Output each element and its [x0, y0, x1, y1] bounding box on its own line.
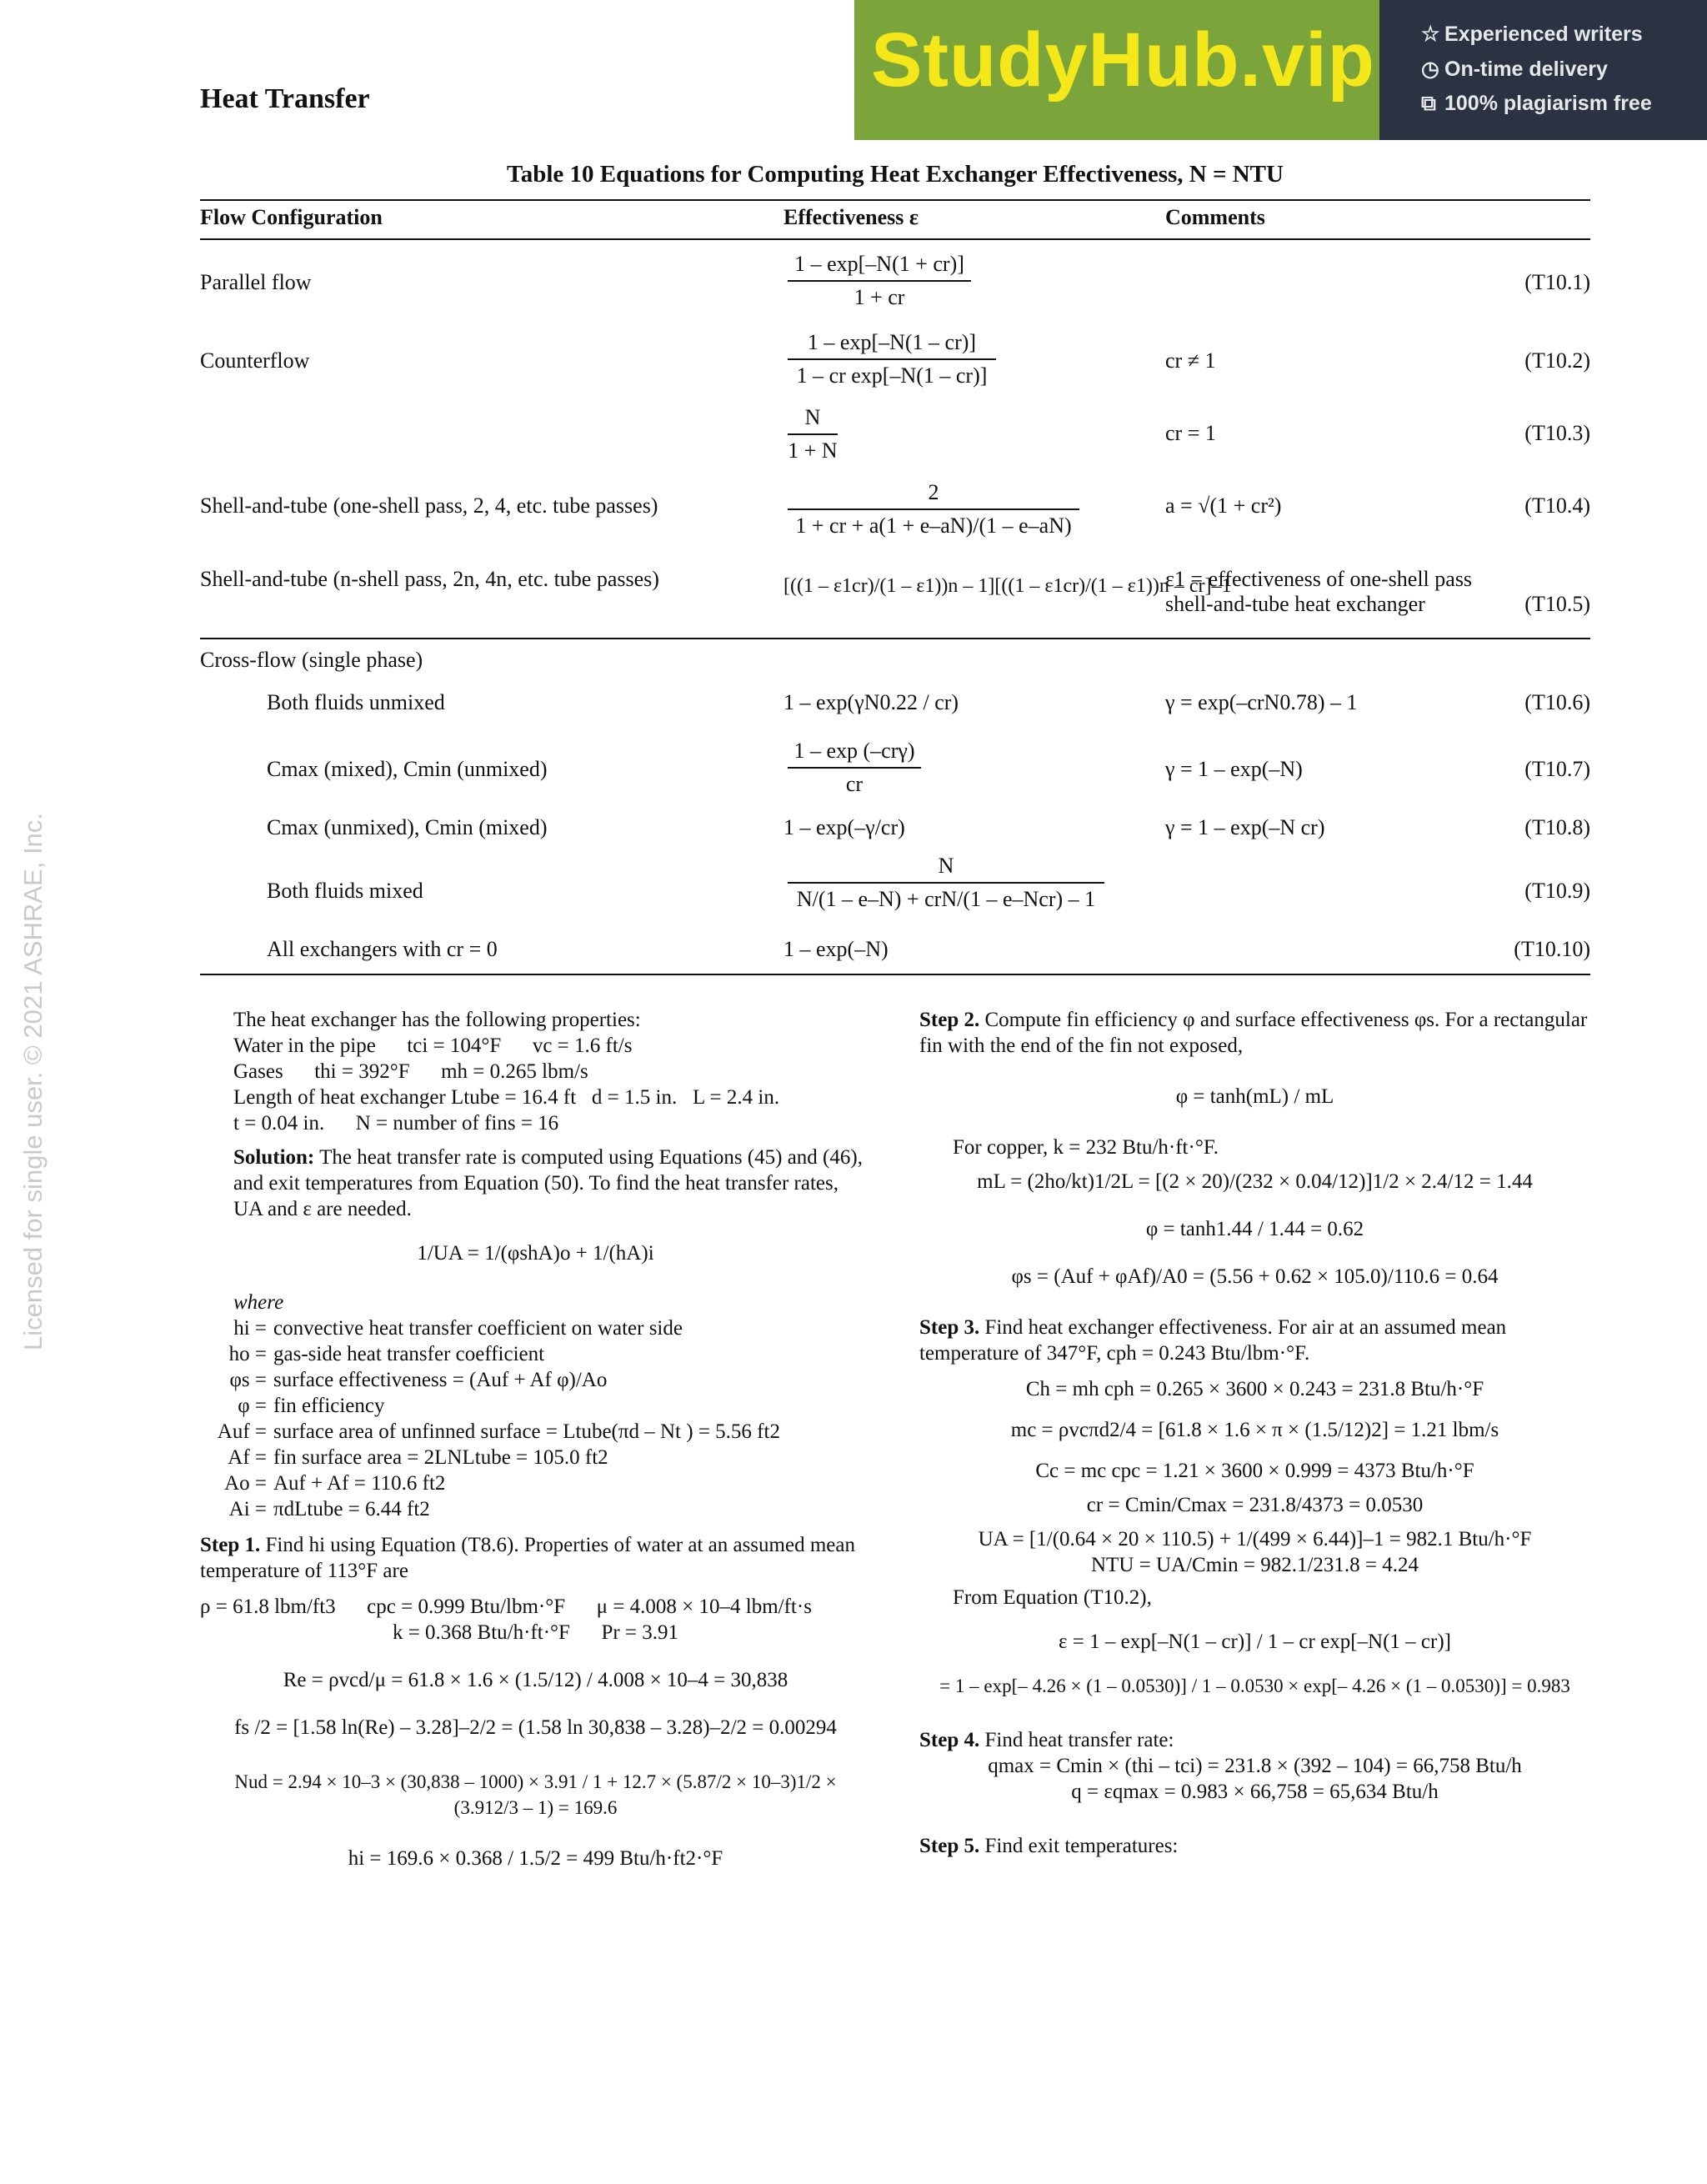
row-comment-continued: shell-and-tube heat exchanger: [1165, 592, 1425, 616]
definition-row: Af = fin surface area = 2LNLtube = 105.0 ft2: [228, 1446, 608, 1469]
table-top-rule: [200, 199, 1590, 201]
row-config: Parallel flow: [200, 270, 312, 294]
definition-row: Auf = surface area of unfinned surface = Ltube(πd – Nt ) = 5.56 ft2: [217, 1420, 780, 1443]
equation-number: (T10.5): [1524, 592, 1590, 616]
table-caption: Table 10 Equations for Computing Heat Exchanger Effectiveness, N = NTU: [507, 161, 1284, 188]
equation-number: (T10.1): [1524, 270, 1590, 294]
step3-equation: mc = ρvcπd2/4 = [61.8 × 1.6 × π × (1.5/12)2] = 1.21 lbm/s: [1010, 1419, 1499, 1441]
row-config: Cmax (unmixed), Cmin (mixed): [267, 815, 548, 839]
effectiveness-fraction: N 1 + N: [788, 405, 838, 463]
phi-value: φ = tanh1.44 / 1.44 = 0.62: [1145, 1218, 1364, 1240]
effectiveness-fraction: 1 – exp (–crγ) cr: [788, 739, 921, 797]
row-config-section: Cross-flow (single phase): [200, 648, 423, 672]
step4-paragraph: Step 4. Find heat transfer rate:: [919, 1729, 1174, 1751]
effectiveness-value: = 1 – exp[– 4.26 × (1 – 0.0530)] / 1 – 0.0530 × exp[– 4.26 × (1 – 0.0530)] = 0.983: [939, 1676, 1570, 1696]
effectiveness-fraction: 1 – exp[–N(1 – cr)] 1 – cr exp[–N(1 – cr)]: [788, 330, 996, 388]
right-column: [919, 1007, 1590, 1859]
ad-banner[interactable]: [854, 0, 1707, 140]
effectiveness-expression: 1 – exp(–γ/cr): [783, 815, 905, 839]
row-config: Cmax (mixed), Cmin (unmixed): [267, 757, 548, 781]
definition-row: ho = gas-side heat transfer coefficient: [228, 1343, 545, 1365]
equation-number: (T10.2): [1524, 348, 1590, 373]
definition-row: hi = convective heat transfer coefficient on water side: [233, 1317, 683, 1340]
water-properties: ρ = 61.8 lbm/ft3 cpc = 0.999 Btu/lbm·°F μ = 4.008 × 10–4 lbm/ft·s: [200, 1595, 812, 1618]
property-line: t = 0.04 in. N = number of fins = 16: [233, 1112, 559, 1135]
step1-paragraph: Step 1. Find hi using Equation (T8.6). Properties of water at an assumed mean temperature of 113°F are: [200, 1534, 855, 1582]
hi-equation: hi = 169.6 × 0.368 / 1.5/2 = 499 Btu/h·ft2·°F: [348, 1847, 723, 1870]
star-icon: ☆: [1421, 23, 1440, 46]
copy-icon: ⧉: [1421, 92, 1436, 115]
row-comment: a = √(1 + cr²): [1165, 493, 1282, 518]
equation-number: (T10.7): [1524, 757, 1590, 781]
row-config: Both fluids mixed: [267, 879, 423, 903]
q-equation: q = εqmax = 0.983 × 66,758 = 65,634 Btu/h: [1071, 1781, 1439, 1803]
row-comment: γ = exp(–crN0.78) – 1: [1165, 690, 1358, 714]
row-comment: γ = 1 – exp(–N cr): [1165, 815, 1325, 839]
friction-equation: fs /2 = [1.58 ln(Re) – 3.28]–2/2 = (1.58 ln 30,838 – 3.28)–2/2 = 0.00294: [234, 1716, 837, 1739]
col-header-config: Flow Configuration: [200, 205, 383, 229]
phi-definition: φ = tanh(mL) / mL: [1175, 1085, 1334, 1108]
property-line: Water in the pipe tci = 104°F vc = 1.6 ft/s: [233, 1034, 633, 1057]
definition-row: Ai = πdLtube = 6.44 ft2: [228, 1498, 430, 1520]
from-equation-text: From Equation (T10.2),: [953, 1586, 1152, 1609]
definition-row: φ = fin efficiency: [238, 1395, 385, 1417]
row-comment: ε1 = effectiveness of one-shell pass: [1165, 567, 1473, 591]
where-label: where: [233, 1291, 284, 1314]
step3-equation: cr = Cmin/Cmax = 231.8/4373 = 0.0530: [1086, 1494, 1424, 1516]
row-config: Shell-and-tube (one-shell pass, 2, 4, etc. tube passes): [200, 493, 658, 518]
row-config: Shell-and-tube (n-shell pass, 2n, 4n, etc. tube passes): [200, 567, 659, 591]
step3-equation: NTU = UA/Cmin = 982.1/231.8 = 4.24: [1091, 1554, 1419, 1576]
step5-label: Step 5.: [919, 1835, 980, 1857]
table-bottom-rule: [200, 974, 1590, 975]
step2-label: Step 2.: [919, 1009, 980, 1031]
nusselt-equation: Nud = 2.94 × 10–3 × (30,838 – 1000) × 3.91 / 1 + 12.7 × (5.87/2 × 10–3)1/2 × (3.912/3 – 1) = 169.6: [234, 1771, 837, 1818]
step3-equation: UA = [1/(0.64 × 20 × 110.5) + 1/(499 × 6.44)]–1 = 982.1 Btu/h·°F: [978, 1528, 1532, 1550]
banner-feature-3: ⧉ 100% plagiarism free: [1421, 92, 1652, 115]
col-header-comments: Comments: [1165, 205, 1265, 229]
license-watermark: Licensed for single user. © 2021 ASHRAE, Inc.: [18, 813, 48, 1350]
ml-equation: mL = (2ho/kt)1/2L = [(2 × 20)/(232 × 0.04/12)]1/2 × 2.4/12 = 1.44: [977, 1170, 1533, 1193]
step3-paragraph: Step 3. Find heat exchanger effectiveness. For air at an assumed mean temperature of 347°F, cph = 0.243 Btu/lbm·°F.: [919, 1316, 1507, 1365]
intro-text: The heat exchanger has the following properties:: [233, 1009, 641, 1031]
clock-icon: ◷: [1421, 58, 1439, 81]
property-line: Gases thi = 392°F mh = 0.265 lbm/s: [233, 1060, 588, 1083]
row-config: Both fluids unmixed: [267, 690, 445, 714]
solution-label: Solution:: [233, 1146, 315, 1169]
studyhub-logo[interactable]: StudyHub.vip: [871, 18, 1375, 103]
equation-number: (T10.10): [1514, 937, 1590, 961]
step2-paragraph: Step 2. Compute fin efficiency φ and surface effectiveness φs. For a rectangular fin with the end of the fin not exposed,: [919, 1009, 1588, 1057]
step3-equation: Cc = mc cpc = 1.21 × 3600 × 0.999 = 4373 Btu/h·°F: [1035, 1460, 1474, 1482]
step3-equation: Ch = mh cph = 0.265 × 3600 × 0.243 = 231.8 Btu/h·°F: [1025, 1378, 1484, 1400]
phis-equation: φs = (Auf + φAf)/A0 = (5.56 + 0.62 × 105.0)/110.6 = 0.64: [1011, 1265, 1499, 1288]
equation-number: (T10.6): [1524, 690, 1590, 714]
definition-row: φs = surface effectiveness = (Auf + Af φ)/Ao: [229, 1369, 608, 1391]
step1-label: Step 1.: [200, 1534, 261, 1556]
equation-number: (T10.9): [1524, 879, 1590, 903]
water-properties-2: k = 0.368 Btu/h·ft·°F Pr = 3.91: [392, 1621, 679, 1644]
banner-feature-1: ☆ Experienced writers: [1421, 23, 1643, 46]
solution-paragraph: Solution: The heat transfer rate is computed using Equations (45) and (46), and exit temperatures from Equation (50). To find the heat transfer rates, UA and ε are needed.: [233, 1146, 863, 1220]
equation-number: (T10.4): [1524, 493, 1590, 518]
left-column: [200, 1007, 871, 1871]
qmax-equation: qmax = Cmin × (thi – tci) = 231.8 × (392 – 104) = 66,758 Btu/h: [988, 1755, 1522, 1777]
col-header-effectiveness: Effectiveness ε: [783, 205, 919, 229]
row-config: All exchangers with cr = 0: [267, 937, 498, 961]
effectiveness-fraction: 1 – exp[–N(1 + cr)] 1 + cr: [788, 252, 971, 310]
step3-label: Step 3.: [919, 1316, 980, 1339]
effectiveness-expression: [((1 – ε1cr)/(1 – ε1))n – 1][((1 – ε1cr)/(1 – ε1))n – cr]–1: [783, 575, 1232, 597]
definition-row: Ao = Auf + Af = 110.6 ft2: [224, 1472, 446, 1495]
table-header-rule: [200, 238, 1590, 240]
row-comment: cr = 1: [1165, 421, 1216, 445]
effectiveness-expression: 1 – exp(γN0.22 / cr): [783, 690, 959, 714]
equation-number: (T10.3): [1524, 421, 1590, 445]
page-header-title: Heat Transfer: [200, 83, 370, 114]
effectiveness-fraction: N N/(1 – e–N) + crN/(1 – e–Ncr) – 1: [788, 854, 1104, 912]
equation-number: (T10.8): [1524, 815, 1590, 839]
property-line: Length of heat exchanger Ltube = 16.4 ft d = 1.5 in. L = 2.4 in.: [233, 1086, 780, 1109]
effectiveness-equation: ε = 1 – exp[–N(1 – cr)] / 1 – cr exp[–N(1 – cr)]: [1059, 1630, 1451, 1653]
reynolds-equation: Re = ρvcd/μ = 61.8 × 1.6 × (1.5/12) / 4.008 × 10–4 = 30,838: [283, 1669, 788, 1691]
ua-equation: 1/UA = 1/(φshA)o + 1/(hA)i: [417, 1242, 654, 1265]
row-config: Counterflow: [200, 348, 310, 373]
effectiveness-expression: 1 – exp(–N): [783, 937, 889, 961]
step4-label: Step 4.: [919, 1729, 980, 1751]
row-comment: γ = 1 – exp(–N): [1165, 757, 1303, 781]
effectiveness-fraction: 2 1 + cr + a(1 + e–aN)/(1 – e–aN): [788, 480, 1079, 538]
copper-text: For copper, k = 232 Btu/h·ft·°F.: [953, 1136, 1219, 1159]
step5-paragraph: Step 5. Find exit temperatures:: [919, 1835, 1179, 1857]
table-section-rule: [200, 638, 1590, 639]
row-comment: cr ≠ 1: [1165, 348, 1216, 373]
banner-feature-2: ◷ On-time delivery: [1421, 58, 1608, 81]
